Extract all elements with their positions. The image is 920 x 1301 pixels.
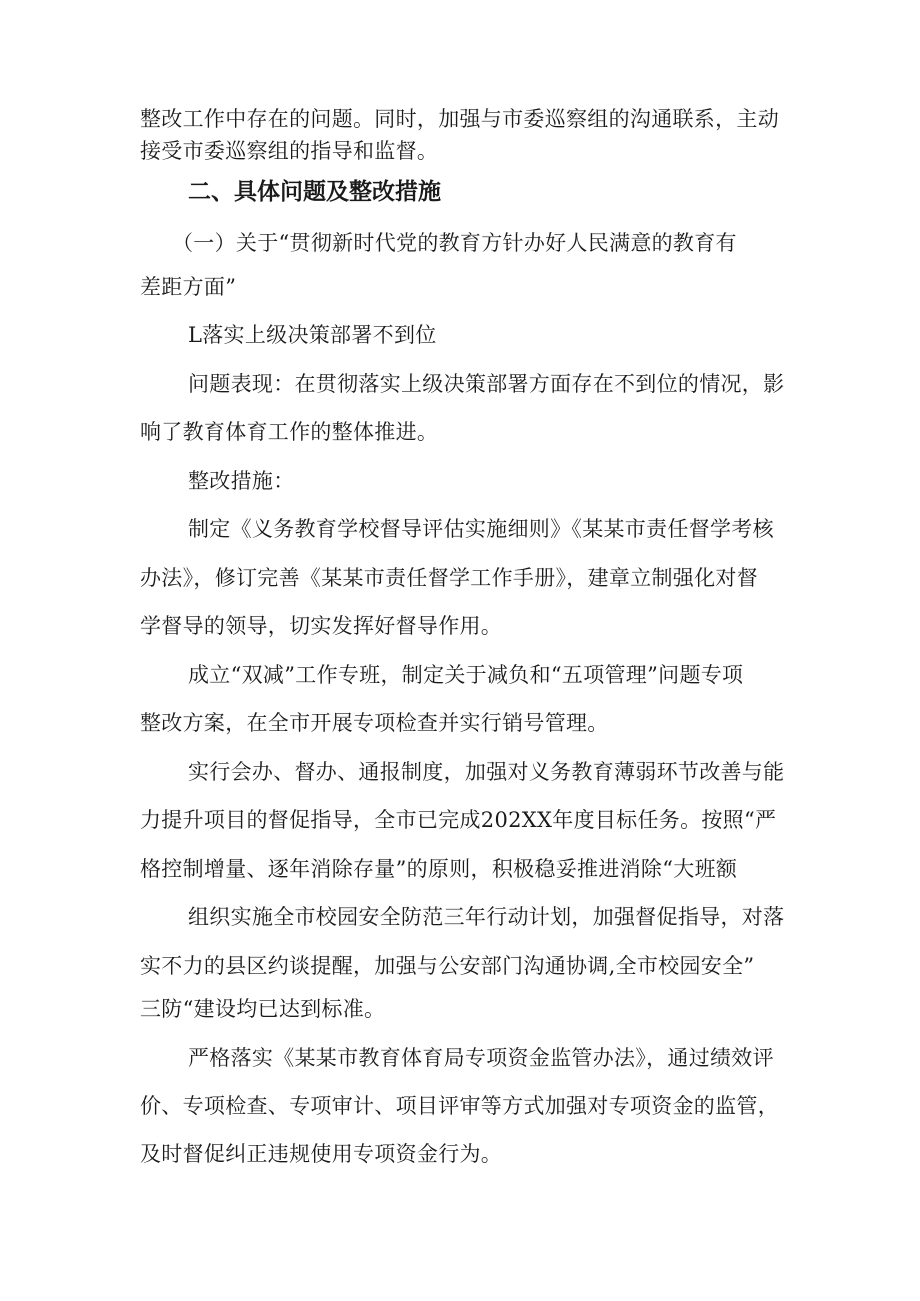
subsection-line-2: 差距方面” (140, 275, 237, 299)
measure-3-line-3: 格控制增量、逐年消除存量”的原则，积极稳妥推进消除“大班额 (140, 857, 738, 881)
measure-1-line-2: 办法》，修订完善《某某市责任督学工作手册》，建章立制强化对督 (140, 566, 758, 590)
measure-1-line-3: 学督导的领导，切实发挥好督导作用。 (140, 614, 503, 638)
measure-5-line-3: 及时督促纠正违规使用专项资金行为。 (140, 1142, 503, 1166)
intro-line-1: 整改工作中存在的问题。同时，加强与市委巡察组的沟通联系，主动 (140, 107, 779, 131)
measure-4-line-1: 组织实施全市校园安全防范三年行动计划，加强督促指导，对落 (188, 905, 785, 929)
problem-line-2: 响了教育体育工作的整体推进。 (140, 420, 439, 444)
measure-5-line-2: 价、专项检查、专项审计、项目评审等方式加强对专项资金的监管， (140, 1094, 779, 1118)
subsection-line-1: （一）关于“贯彻新时代党的教育方针办好人民满意的教育有 (172, 231, 737, 255)
measures-label: 整改措施： (188, 469, 295, 493)
problem-line-1: 问题表现：在贯彻落实上级决策部署方面存在不到位的情况，影 (188, 372, 785, 396)
measure-3-line-2: 力提升项目的督促指导，全市已完成202XX年度目标任务。按照“严 (140, 808, 777, 832)
measure-4-line-2: 实不力的县区约谈提醒，加强与公安部门沟通协调,全市校园安全” (140, 954, 755, 978)
measure-2-line-1: 成立“双减”工作专班，制定关于减负和“五项管理”问题专项 (188, 663, 744, 687)
section-heading: 二、具体问题及整改措施 (188, 179, 441, 205)
item-title: L落实上级决策部署不到位 (188, 323, 437, 347)
measure-1-line-1: 制定《义务教育学校督导评估实施细则》《某某市责任督学考核 (188, 517, 774, 541)
intro-line-2: 接受市委巡察组的指导和监督。 (140, 139, 439, 163)
measure-5-line-1: 严格落实《某某市教育体育局专项资金监管办法》，通过绩效评 (188, 1046, 774, 1070)
measure-3-line-1: 实行会办、督办、通报制度，加强对义务教育薄弱环节改善与能 (188, 760, 785, 784)
measure-2-line-2: 整改方案，在全市开展专项检查并实行销号管理。 (140, 711, 609, 735)
measure-4-line-3: 三防“建设均已达到标准。 (140, 997, 386, 1021)
